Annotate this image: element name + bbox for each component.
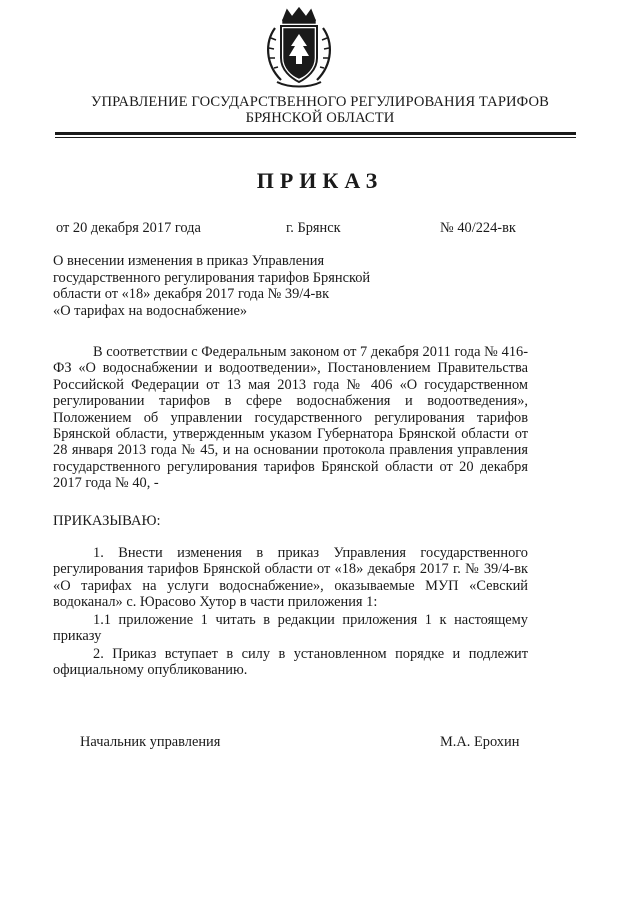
order-item-1: 1. Внести изменения в приказ Управления государственного регулирования тарифов Брянской области от «18» декабря 2017 г. № 39/4-вк «О тарифах на услуги водоснабжение», оказываемые МУП «Севский водоканал» с. Юрасово Хутор в части приложения 1: — [53, 545, 528, 611]
subject-line: «О тарифах на водоснабжение» — [53, 302, 248, 319]
header-divider-thin — [55, 137, 576, 138]
order-item-1-1: 1.1 приложение 1 читать в редакции приложения 1 к настоящему приказу — [53, 612, 528, 645]
document-city: г. Брянск — [286, 220, 341, 236]
document-subject — [53, 253, 398, 319]
legal-basis-paragraph: В соответствии с Федеральным законом от 7 декабря 2011 года № 416-ФЗ «О водоснабжении и водоотведении», Постановлением Правительства Российской Федерации от 13 мая 2013 года № 406 «О государственном регулировании тарифов в сфере водоснабжения и водоотведения», Положением об управлении государственного регулирования тарифов Брянской области, утвержденным указом Губернатора Брянской области от 28 января 2013 года № 45, и на основании протокола правления управления государственного регулирования тарифов Брянской области от 20 декабря 2017 года № 40, - — [53, 344, 528, 492]
signatory-position: Начальник управления — [80, 734, 221, 750]
organization-name-line1: УПРАВЛЕНИЕ ГОСУДАРСТВЕННОГО РЕГУЛИРОВАНИЯ ТАРИФОВ — [91, 94, 549, 110]
document-type-title: ПРИКАЗ — [256, 168, 384, 193]
organization-name-line2: БРЯНСКОЙ ОБЛАСТИ — [245, 110, 395, 126]
subject-line: области от «18» декабря 2017 года № 39/4-вк — [53, 286, 330, 302]
order-keyword: ПРИКАЗЫВАЮ: — [53, 513, 161, 529]
order-item-2: 2. Приказ вступает в силу в установленном порядке и подлежит официальному опубликованию. — [53, 646, 528, 679]
document-date: от 20 декабря 2017 года — [56, 220, 201, 236]
header-divider-thick — [55, 132, 576, 135]
bryansk-coat-of-arms-icon — [261, 6, 337, 90]
subject-line: О внесении изменения в приказ Управления — [53, 253, 325, 269]
subject-line: государственного регулирования тарифов Брянской — [53, 269, 371, 286]
document-number: № 40/224-вк — [440, 220, 516, 236]
signatory-name: М.А. Ерохин — [440, 734, 520, 750]
